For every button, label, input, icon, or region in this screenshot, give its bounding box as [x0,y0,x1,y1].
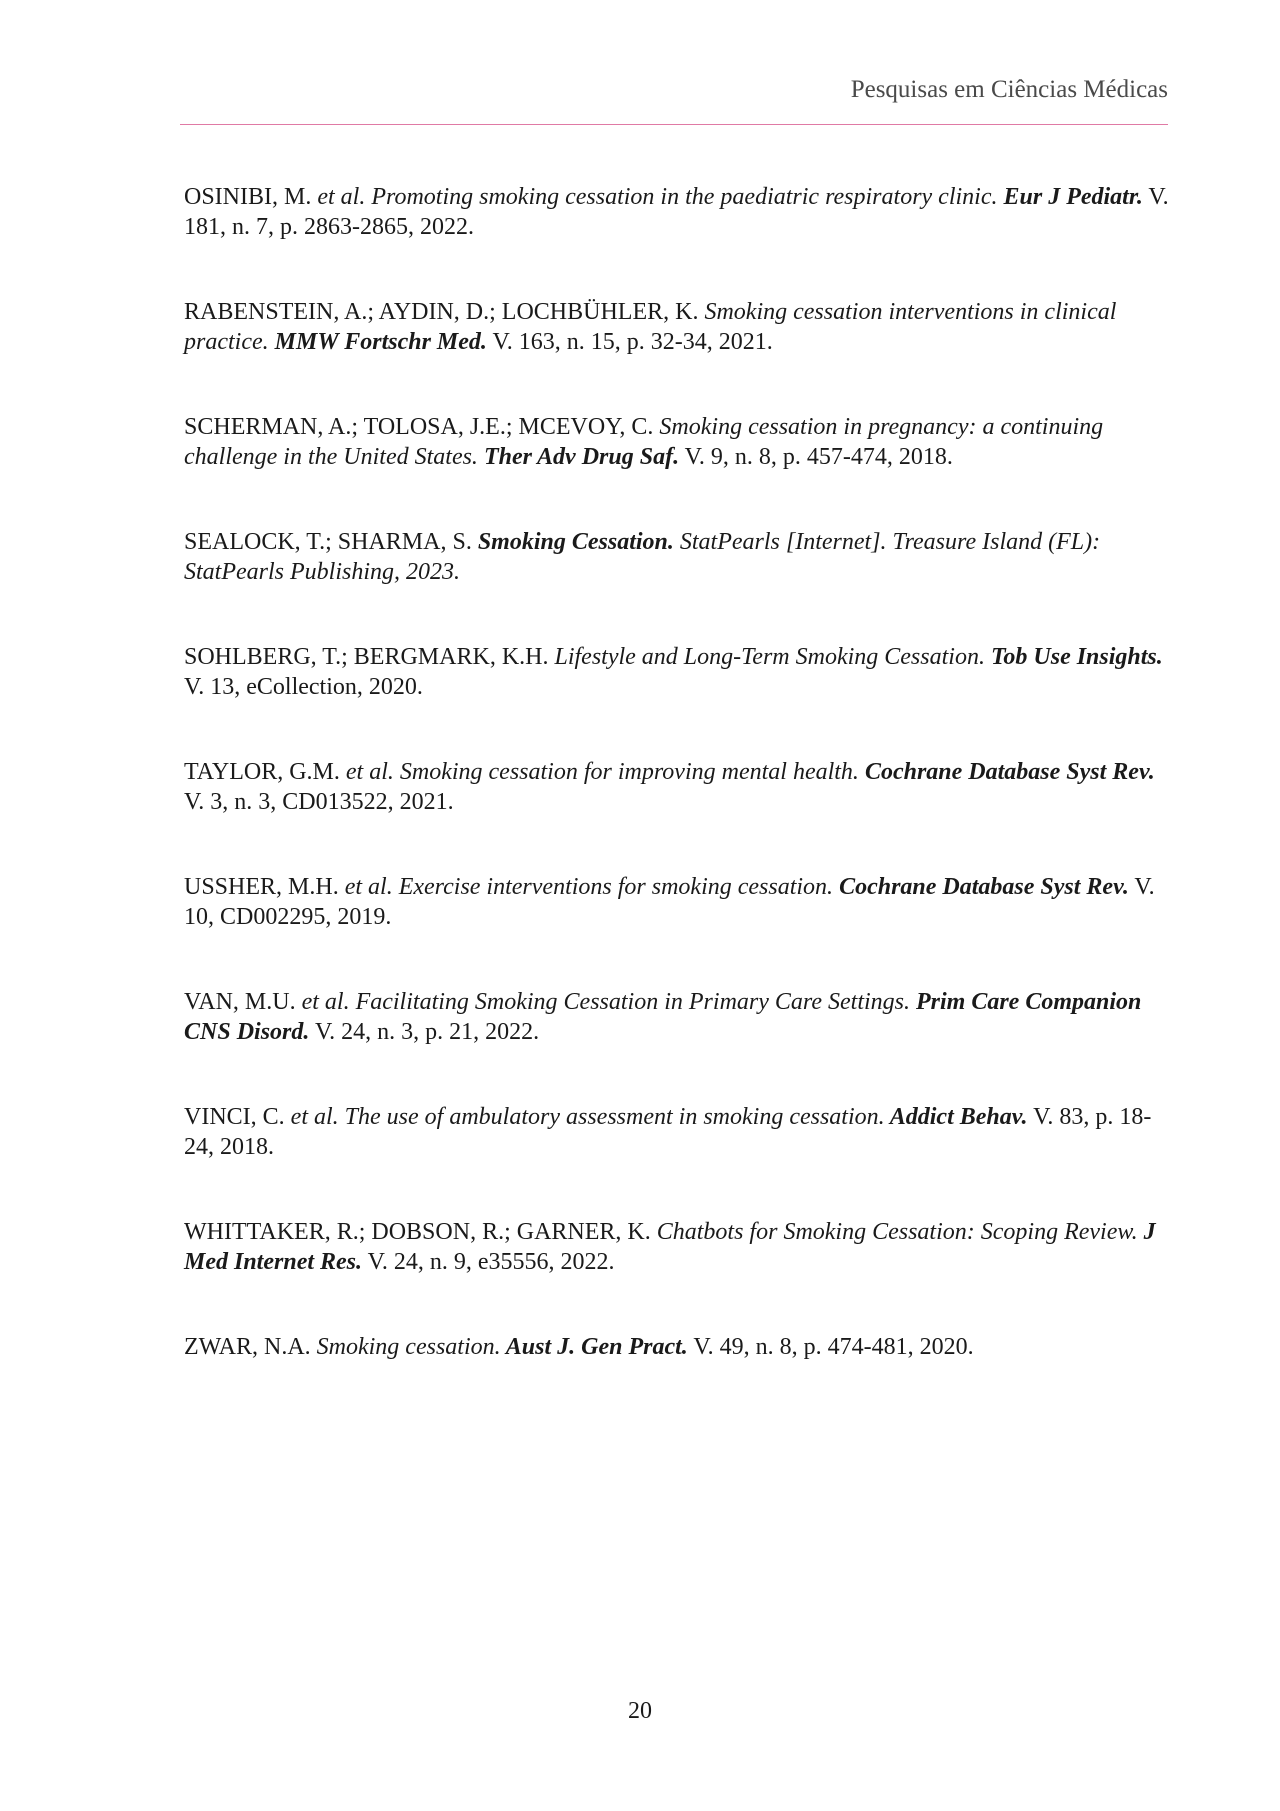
page-number: 20 [628,1698,652,1724]
ref-details: V. 10, CD002295, 2019. [184,874,1155,930]
reference-entry [184,297,1174,357]
ref-journal: MMW Fortschr Med. [268,329,487,355]
ref-journal: J Med Internet Res. [184,1219,1156,1275]
ref-title: Smoking cessation in pregnancy: a continuing challenge in the United States. [184,414,1104,470]
page-header [180,74,1168,125]
ref-authors: WHITTAKER, R.; DOBSON, R.; GARNER, K. [184,1219,651,1245]
ref-title: Promoting smoking cessation in the paediatric respiratory clinic. [365,184,998,210]
ref-details: V. 163, n. 15, p. 32-34, 2021. [486,329,773,355]
ref-authors: USSHER, M.H. [184,874,345,900]
ref-title: Exercise interventions for smoking cessation. [392,874,834,900]
reference-list [184,182,1174,1417]
reference-entry [184,182,1174,242]
reference-entry [184,757,1174,817]
reference-entry [184,1332,1174,1362]
ref-etal: et al. [317,184,366,210]
ref-authors: SCHERMAN, A.; TOLOSA, J.E.; MCEVOY, C. [184,414,654,440]
ref-etal: et al. [345,759,394,785]
ref-authors: OSINIBI, M. [184,184,318,210]
reference-entry [184,642,1174,702]
ref-title: Facilitating Smoking Cessation in Primary Care Settings. [349,989,910,1015]
ref-details: V. 9, n. 8, p. 457-474, 2018. [679,444,953,470]
ref-journal: Cochrane Database Syst Rev. [858,759,1155,785]
ref-details: V. 83, p. 18-24, 2018. [184,1104,1152,1160]
header-title: Pesquisas em Ciências Médicas [850,76,1168,103]
ref-authors: RABENSTEIN, A.; AYDIN, D.; LOCHBÜHLER, K. [184,299,699,325]
reference-entry [184,412,1174,472]
reference-entry [184,1102,1174,1162]
reference-entry [184,872,1174,932]
reference-entry [184,527,1174,587]
ref-journal: Prim Care Companion CNS Disord. [184,989,1142,1045]
ref-journal: Eur J Pediatr. [997,184,1143,210]
ref-title: Smoking cessation. [310,1334,501,1360]
ref-details: V. 181, n. 7, p. 2863-2865, 2022. [184,184,1169,240]
ref-journal: Ther Adv Drug Saf. [477,444,680,470]
ref-etal: et al. [301,989,350,1015]
ref-journal: Cochrane Database Syst Rev. [833,874,1129,900]
ref-authors: TAYLOR, G.M. [184,759,346,785]
ref-authors: SOHLBERG, T.; BERGMARK, K.H. [184,644,549,670]
ref-etal: et al. [290,1104,339,1130]
ref-details: StatPearls [Internet]. Treasure Island (FL): StatPearls Publishing, 2023. [184,529,1101,585]
ref-details: V. 24, n. 3, p. 21, 2022. [309,1019,540,1045]
reference-entry [184,1217,1174,1277]
ref-journal: Aust J. Gen Pract. [500,1334,688,1360]
ref-title: Lifestyle and Long-Term Smoking Cessation. [548,644,985,670]
ref-title: Smoking cessation interventions in clinical practice. [184,299,1117,355]
ref-details: V. 3, n. 3, CD013522, 2021. [184,789,454,815]
ref-details: V. 24, n. 9, e35556, 2022. [362,1249,615,1275]
ref-authors: ZWAR, N.A. [184,1334,311,1360]
ref-journal: Addict Behav. [884,1104,1028,1130]
ref-etal: et al. [344,874,393,900]
ref-authors: VINCI, C. [184,1104,291,1130]
ref-authors: VAN, M.U. [184,989,302,1015]
ref-authors: SEALOCK, T.; SHARMA, S. [184,529,472,555]
ref-title: Smoking cessation for improving mental health. [393,759,859,785]
reference-entry [184,987,1174,1047]
ref-title: Chatbots for Smoking Cessation: Scoping Review. [650,1219,1138,1245]
ref-title: The use of ambulatory assessment in smoking cessation. [338,1104,885,1130]
ref-details: V. 49, n. 8, p. 474-481, 2020. [687,1334,974,1360]
ref-journal: Tob Use Insights. [984,644,1163,670]
ref-details: V. 13, eCollection, 2020. [184,674,423,700]
ref-journal: Smoking Cessation. [471,529,674,555]
